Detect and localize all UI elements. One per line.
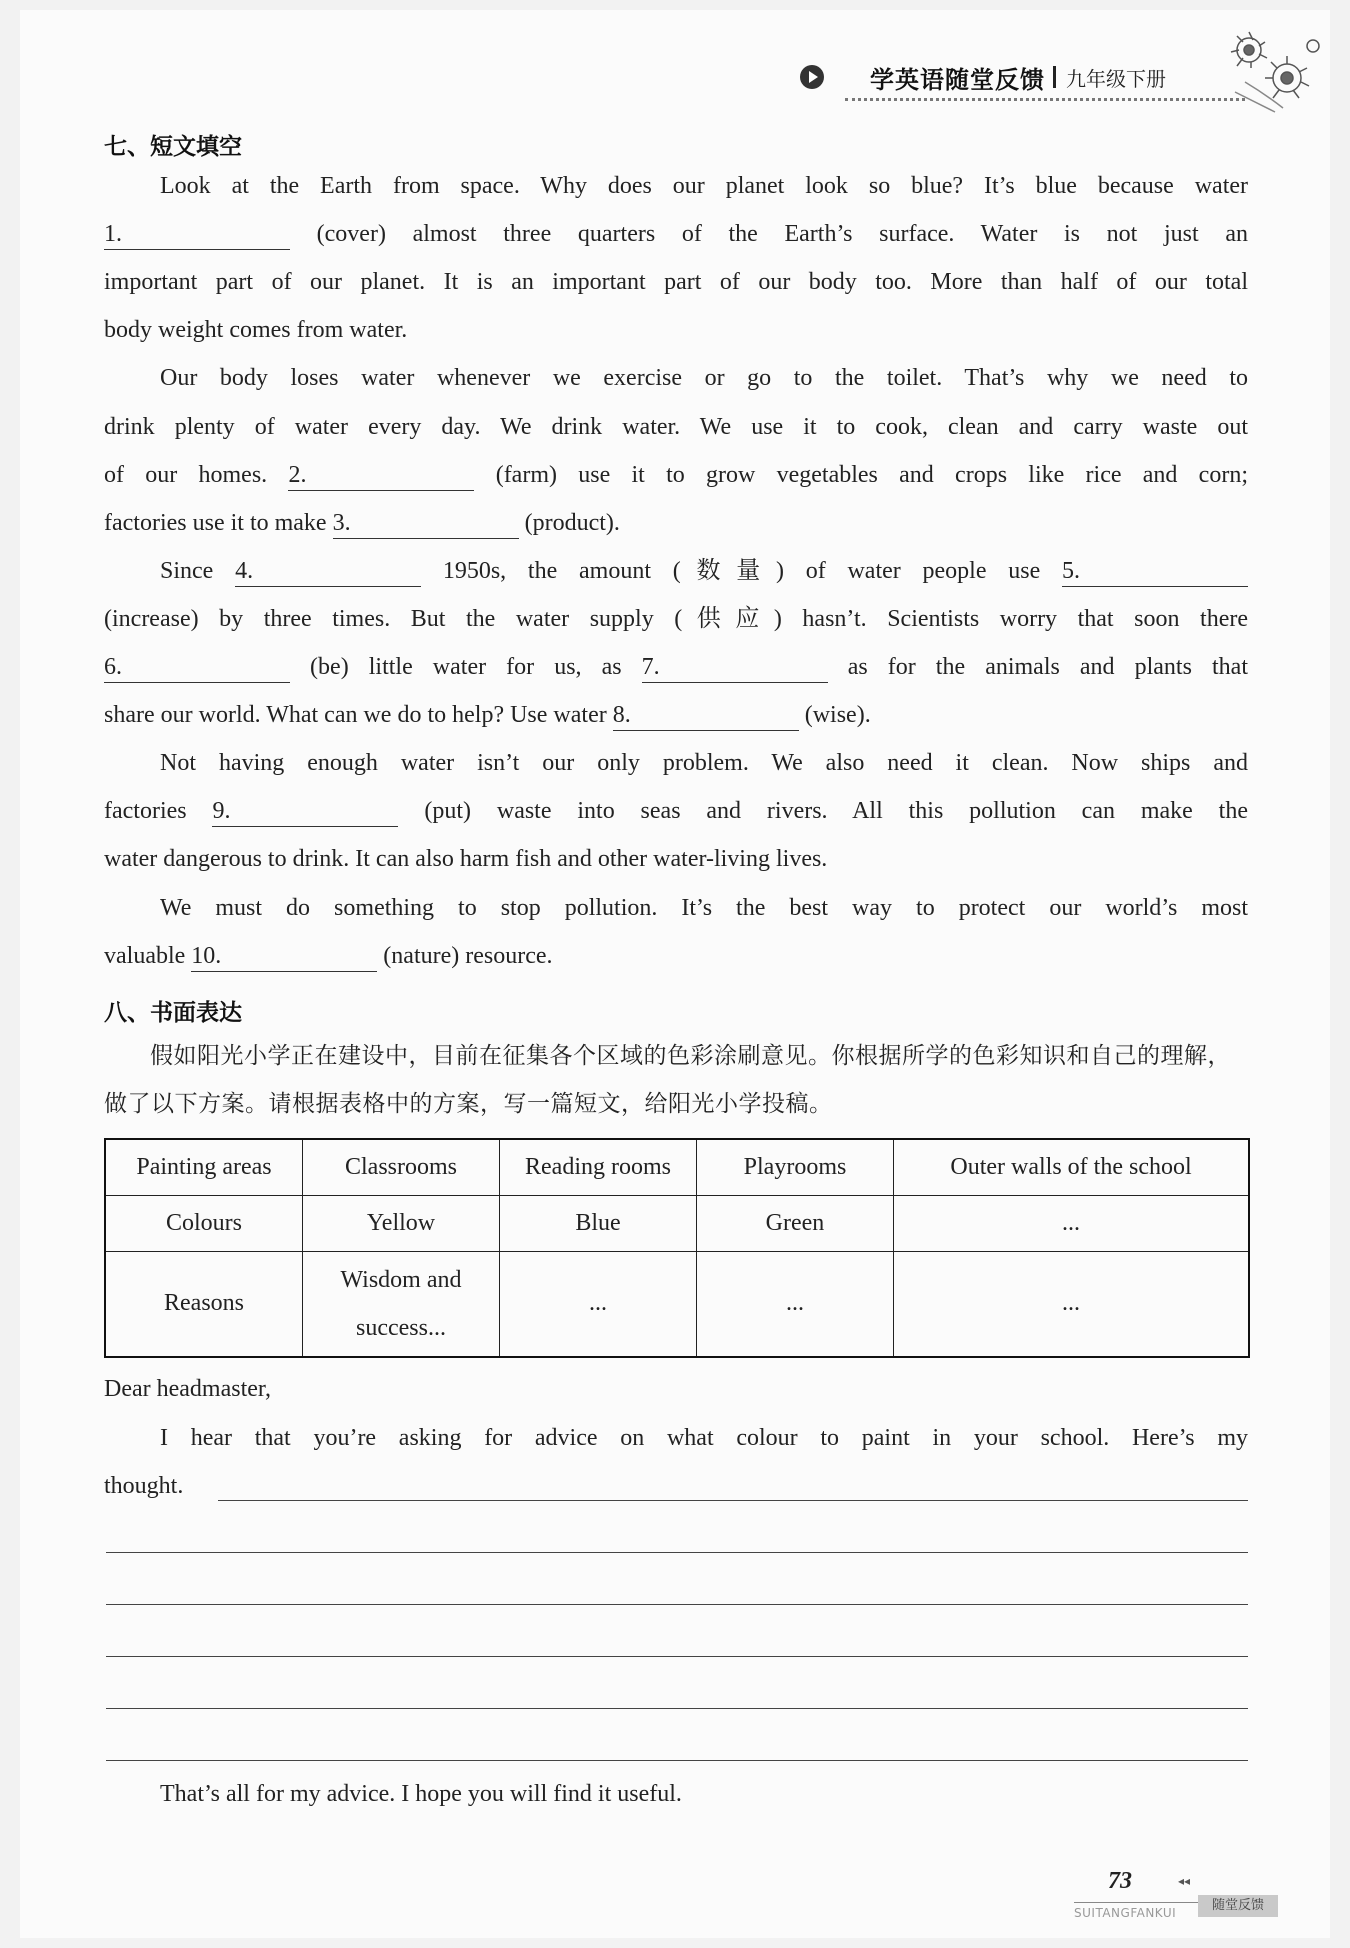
passage-text: We must do something to stop pollution. It’s the best way to protect our world’s most	[160, 894, 1248, 921]
passage-text: body weight comes from water.	[104, 317, 408, 344]
passage-text: important part of our planet. It is an important part of our body too. More than half of our total	[104, 269, 1248, 296]
footer-brand-en: SUITANGFANKUI	[1074, 1906, 1177, 1920]
passage-text: water dangerous to drink. It can also harm fish and other water-living lives.	[104, 846, 828, 873]
table-cell: Blue	[500, 1195, 697, 1251]
passage-line	[104, 936, 1248, 976]
arrow-left-icon: ◂◂	[1178, 1874, 1191, 1888]
passage-text: Our body loses water whenever we exercise or go to the toilet. That’s why we need to	[160, 365, 1248, 392]
table-cell	[303, 1251, 500, 1357]
table-cell: ...	[697, 1251, 894, 1357]
play-icon	[800, 65, 824, 89]
passage-line	[160, 358, 1248, 398]
table-cell: ...	[500, 1251, 697, 1357]
grade-label: 九年级下册	[1066, 66, 1166, 91]
flower-decoration-icon	[1215, 22, 1325, 122]
table-cell: Colours	[105, 1195, 303, 1251]
painting-plan-table	[104, 1138, 1250, 1358]
passage-text: (put) waste into seas and rivers. All this pollution can make the	[398, 798, 1248, 825]
letter-salutation: Dear headmaster,	[104, 1376, 271, 1402]
answer-blank[interactable]: 7.	[642, 652, 828, 683]
passage-text: 1950s, the amount (数量) of water people use	[421, 557, 1062, 584]
passage-text: (be) little water for us, as	[290, 654, 642, 680]
letter-line-2: thought.	[104, 1473, 184, 1499]
passage-line	[160, 743, 1248, 783]
table-header-cell: Outer walls of the school	[894, 1139, 1250, 1195]
writing-instructions	[104, 1032, 1248, 1128]
passage-line	[104, 695, 1248, 735]
section-7-title: 七、短文填空	[104, 134, 242, 160]
reason-text-line: Wisdom and	[340, 1266, 462, 1293]
table-cell: Reasons	[105, 1251, 303, 1357]
book-title: 学英语随堂反馈	[870, 65, 1045, 94]
page-number: 73	[1108, 1868, 1132, 1894]
passage-text: valuable	[104, 942, 192, 969]
table-cell: ...	[894, 1195, 1250, 1251]
header-dotted-rule	[845, 98, 1245, 101]
answer-blank[interactable]: 1.	[104, 219, 290, 250]
table-row	[105, 1251, 1249, 1357]
passage-text: factories	[104, 798, 213, 825]
passage-line	[104, 503, 1248, 543]
table-row	[105, 1195, 1249, 1251]
passage-text: Not having enough water isn’t our only problem. We also need it clean. Now ships and	[160, 750, 1248, 777]
writing-line[interactable]	[106, 1708, 1248, 1709]
writing-line[interactable]	[106, 1656, 1248, 1657]
passage-line	[104, 214, 1248, 254]
footer-rule	[1074, 1902, 1202, 1903]
passage-line	[160, 888, 1248, 928]
table-header-cell: Classrooms	[303, 1139, 500, 1195]
passage-line	[160, 166, 1248, 206]
section-8-title: 八、书面表达	[104, 1000, 242, 1026]
footer-brand-cn: 随堂反馈	[1198, 1895, 1278, 1917]
table-cell: Yellow	[303, 1195, 500, 1251]
writing-line[interactable]	[106, 1604, 1248, 1605]
table-cell: ...	[894, 1251, 1250, 1357]
passage-line	[104, 455, 1248, 495]
letter-line-1: I hear that you’re asking for advice on what colour to paint in your school. Here’s my	[160, 1425, 1248, 1451]
answer-blank[interactable]: 2.	[288, 460, 474, 491]
writing-line[interactable]	[106, 1760, 1248, 1761]
answer-blank[interactable]: 5.	[1062, 556, 1248, 587]
passage-line	[160, 551, 1248, 591]
passage-text: drink plenty of water every day. We drink water. We use it to cook, clean and carry waste out	[104, 413, 1248, 440]
passage-line	[104, 262, 1248, 302]
passage-text: (increase) by three times. But the water supply (供应) hasn’t. Scientists worry that soon there	[104, 605, 1248, 632]
passage-text: (farm) use it to grow vegetables and crops like rice and corn;	[474, 461, 1248, 488]
passage-text: (wise).	[798, 702, 871, 729]
page-header	[800, 60, 1166, 94]
passage-line	[104, 599, 1248, 639]
table-header-cell: Painting areas	[105, 1139, 303, 1195]
answer-blank[interactable]: 6.	[104, 652, 290, 683]
passage-text: (nature) resource.	[377, 942, 553, 969]
passage-line	[104, 839, 1248, 879]
title-divider	[1053, 66, 1056, 88]
passage-text: factories use it to make	[104, 509, 333, 536]
passage-text: of our homes.	[104, 461, 289, 488]
passage-text: Since	[160, 557, 236, 584]
answer-blank[interactable]: 10.	[191, 941, 377, 972]
writing-line[interactable]	[218, 1500, 1248, 1501]
table-header-cell: Playrooms	[697, 1139, 894, 1195]
passage-line	[104, 407, 1248, 447]
passage-text: (cover) almost three quarters of the Earth’s surface. Water is not just an	[290, 221, 1248, 248]
passage-line	[104, 647, 1248, 687]
passage-text: Look at the Earth from space. Why does our planet look so blue? It’s blue because water	[160, 173, 1248, 199]
table-header-cell: Reading rooms	[500, 1139, 697, 1195]
answer-blank[interactable]: 9.	[212, 796, 398, 827]
reason-text-line: success...	[356, 1314, 446, 1341]
table-cell: Green	[697, 1195, 894, 1251]
writing-line[interactable]	[106, 1552, 1248, 1553]
instructions-text: 假如阳光小学正在建设中，目前在征集各个区域的色彩涂刷意见。你根据所学的色彩知识和自己的理解，做了以下方案。请根据表格中的方案，写一篇短文，给阳光小学投稿。	[104, 1043, 1231, 1117]
table-row	[105, 1139, 1249, 1195]
answer-blank[interactable]: 3.	[333, 508, 519, 539]
passage-line	[104, 791, 1248, 831]
passage-text: (product).	[518, 509, 620, 536]
passage-text: as for the animals and plants that	[827, 654, 1248, 680]
passage-text: share our world. What can we do to help? Use water	[104, 702, 613, 729]
answer-blank[interactable]: 8.	[613, 700, 799, 731]
passage-line	[104, 310, 1248, 350]
letter-closing: That’s all for my advice. I hope you will find it useful.	[160, 1781, 682, 1807]
answer-blank[interactable]: 4.	[235, 556, 421, 587]
